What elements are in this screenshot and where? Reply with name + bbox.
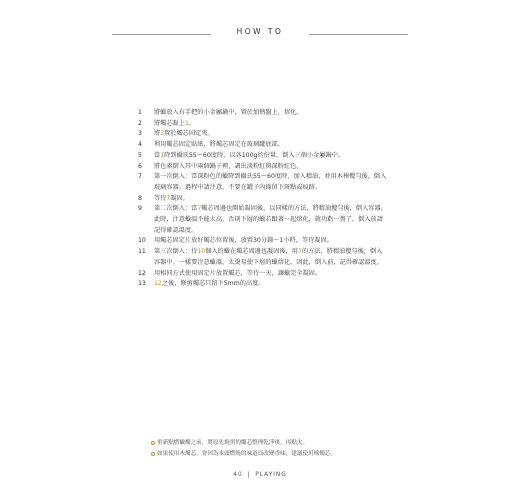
step-item <box>138 194 388 205</box>
step-number: 12 <box>138 269 146 277</box>
step-item <box>138 140 388 151</box>
step-item <box>138 247 388 268</box>
step-text <box>154 140 388 151</box>
step-text <box>154 162 388 173</box>
step-text-part: 等待 <box>154 194 167 202</box>
step-text-part: 用燭芯固定片放好燭芯位置後，放置30分鐘～1小時，等待凝固。 <box>154 237 333 245</box>
footer-section: PLAYING <box>255 472 287 478</box>
step-reference: 7 <box>197 205 202 213</box>
step-text <box>154 129 388 140</box>
step-item <box>138 162 388 173</box>
circle-bullet-icon <box>151 441 155 445</box>
step-item <box>138 279 388 290</box>
step-number: 7 <box>138 173 142 181</box>
section-title: HOW TO <box>236 27 284 36</box>
step-item <box>138 204 388 236</box>
note-text: 如果使用木燭芯，會因為木頭燃燒的味道而改變香味，建議使用棉燭芯。 <box>157 450 337 457</box>
step-text-part: 燭芯周邊也開始凝固後，以同樣的方法，將精油攪勻後，倒入容器。此時，注意蠟溫不能太高，否則下層的蠟若跟著一起熔化，就功虧一簣了。倒入前請記得確認溫度。 <box>154 205 387 234</box>
header-rule-right <box>309 34 408 35</box>
step-text-part: 置於燭芯固定夾。 <box>164 130 214 138</box>
step-item <box>138 151 388 162</box>
step-text-part: 將色素倒入其中兩個鍋子裡，調出淡粉紅與深粉紅色。 <box>154 162 303 170</box>
step-text-part: 凝固。 <box>170 194 189 202</box>
step-number: 9 <box>138 205 142 213</box>
step-reference: 7 <box>298 248 302 256</box>
page-number: 40 <box>233 472 243 478</box>
step-item <box>138 108 388 119</box>
step-text-part: 第三次倒入：待 <box>154 248 198 256</box>
step-text <box>154 247 388 268</box>
step-text <box>154 194 388 205</box>
step-number: 6 <box>138 162 142 170</box>
step-text <box>154 172 388 193</box>
step-number: 3 <box>138 130 142 138</box>
step-number: 1 <box>138 109 142 116</box>
step-text-part: 當 <box>154 151 161 159</box>
header-rule-left <box>112 34 211 35</box>
circle-bullet-icon <box>151 452 155 456</box>
step-item <box>138 129 388 140</box>
step-number: 11 <box>138 248 146 256</box>
footer-separator: | <box>247 472 251 478</box>
step-number: 4 <box>138 141 142 149</box>
step-text <box>154 279 388 290</box>
step-text-part: 第二次倒入：當 <box>154 205 198 213</box>
step-text <box>154 204 388 236</box>
instruction-steps <box>138 108 388 290</box>
tips-notes <box>151 438 411 459</box>
step-text <box>154 236 388 247</box>
step-item <box>138 172 388 193</box>
step-text <box>154 119 388 130</box>
step-text <box>154 269 388 280</box>
note-text: 重新點燃蠟燭之前，將原先燒黑的燭芯整理乾淨後，再點火。 <box>157 440 309 446</box>
step-text-part: 降到攝氏55～60度時，以各100g的份量，倒入三個小金屬鍋中。 <box>164 151 345 159</box>
step-item <box>138 269 388 280</box>
step-reference: 1 <box>184 119 189 127</box>
step-number: 13 <box>138 280 146 288</box>
step-text <box>154 151 388 162</box>
step-text-part: 的方法，將精油攪勻後，倒入容器中。一樣要注意蠟溫，太燙易使下層的蠟熔化，因此，倒入前，記得確認溫度。 <box>154 248 383 266</box>
step-text-part: 將燭芯黏上 <box>154 119 185 127</box>
step-reference: 12 <box>154 280 162 288</box>
step-number: 5 <box>138 151 142 159</box>
step-number: 2 <box>138 119 142 127</box>
note-item <box>151 438 411 449</box>
step-text-part: 用相同方式使用固定片放置燭芯，等待一天，讓蠟完全凝固。 <box>154 269 322 277</box>
step-number: 10 <box>138 237 146 245</box>
step-text <box>154 108 388 119</box>
step-number: 8 <box>138 194 142 202</box>
page-footer <box>0 472 520 478</box>
step-text-part: 利用燭芯固定貼紙，將燭芯固定在玻璃罐底部。 <box>154 141 284 149</box>
step-reference: 2 <box>160 130 165 138</box>
step-text-part: 第一次倒入：當深粉色的蠟降到攝氏55～60度時，加入精油，並用木棒攪勻後，倒入玻璃容器。過程中請注意，不要在罐子內緣留下斑點或痕跡。 <box>154 173 387 191</box>
step-text-part: 將 <box>154 130 161 138</box>
step-text-part: 之後，修剪燭芯只留下5mm的高度。 <box>161 280 265 288</box>
step-item <box>138 236 388 247</box>
note-item <box>151 449 411 460</box>
step-text-part: 個入的蠟在燭芯周邊也凝固後，用 <box>205 248 298 256</box>
step-text-part: 。 <box>188 119 196 127</box>
step-reference: 1 <box>160 151 165 159</box>
step-reference: 7 <box>166 194 171 202</box>
step-item <box>138 119 388 130</box>
page-header <box>0 27 520 41</box>
step-reference: 10 <box>197 248 206 256</box>
step-text-part: 將蠟放入有手把的小金屬鍋中，置於加熱盤上，熔化。 <box>154 109 303 116</box>
